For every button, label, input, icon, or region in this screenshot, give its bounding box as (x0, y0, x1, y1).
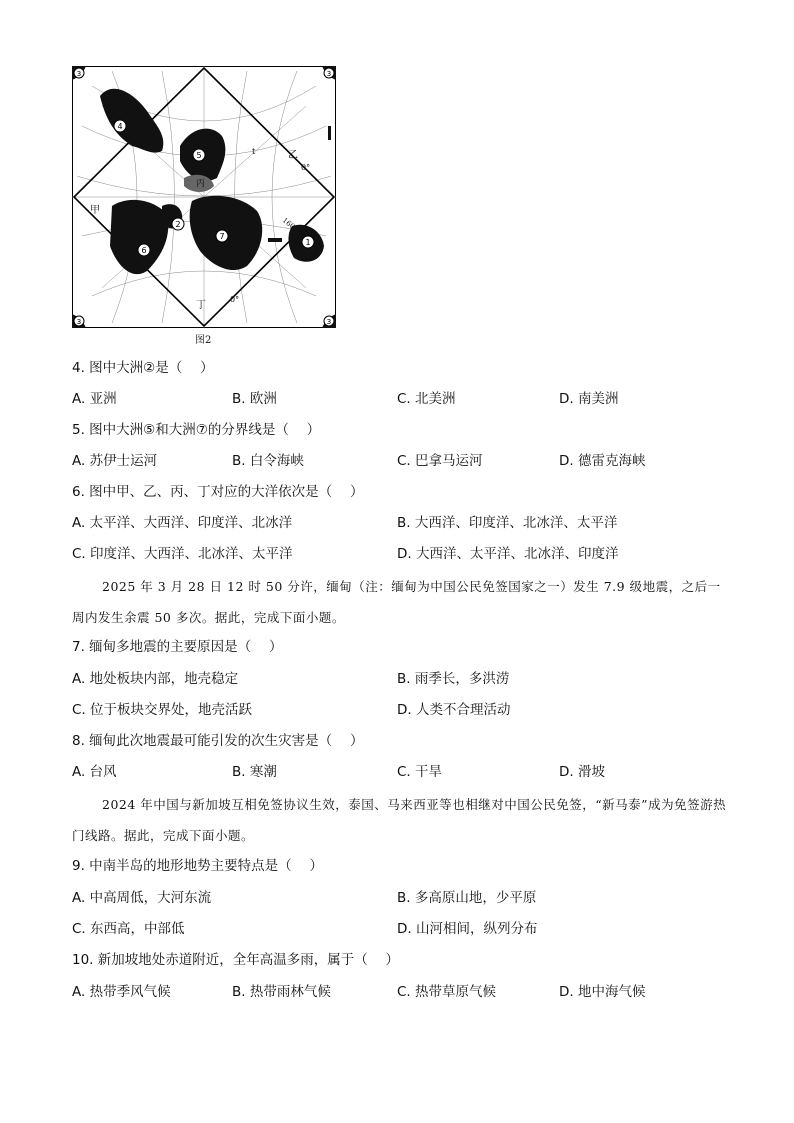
option-b[interactable]: B. 多高原山地，少平原 (397, 890, 537, 906)
question-5-options (72, 452, 732, 470)
option-b[interactable]: B. 大西洋、印度洋、北冰洋、太平洋 (397, 515, 618, 531)
marker-5 (193, 149, 205, 161)
marker-2 (172, 218, 184, 230)
world-map-figure (72, 66, 336, 328)
label-lon-0-top: 0° (301, 163, 311, 172)
option-d[interactable]: D. 地中海气候 (559, 984, 646, 1000)
option-d[interactable]: D. 大西洋、太平洋、北冰洋、印度洋 (397, 546, 619, 562)
label-t: t (252, 147, 256, 156)
marker-6 (138, 244, 150, 256)
question-9-options-row2 (72, 920, 732, 938)
option-a[interactable]: A. 太平洋、大西洋、印度洋、北冰洋 (72, 515, 293, 531)
svg-text:7: 7 (219, 232, 225, 241)
question-9-options-row1 (72, 889, 732, 907)
option-a[interactable]: A. 中高周低，大河东流 (72, 890, 212, 906)
option-b[interactable]: B. 寒潮 (232, 764, 277, 780)
question-9-stem: 9. 中南半岛的地形地势主要特点是（ ） (72, 858, 323, 874)
marker-3-tr (324, 68, 334, 78)
marker-1 (302, 236, 314, 248)
question-7-stem: 7. 缅甸多地震的主要原因是（ ） (72, 639, 283, 655)
option-c[interactable]: C. 印度洋、大西洋、北冰洋、太平洋 (72, 546, 293, 562)
label-lon-0-bottom: 0° (230, 295, 240, 304)
svg-text:3: 3 (76, 318, 82, 326)
marker-7 (216, 230, 228, 242)
question-10-stem: 10. 新加坡地处赤道附近，全年高温多雨，属于（ ） (72, 952, 400, 968)
option-b[interactable]: B. 雨季长，多洪涝 (397, 671, 510, 687)
question-5-stem: 5. 图中大洲⑤和大洲⑦的分界线是（ ） (72, 422, 321, 438)
question-7-options-row2 (72, 701, 732, 719)
option-c[interactable]: C. 东西高，中部低 (72, 921, 185, 937)
map-svg (72, 66, 336, 328)
question-8-options (72, 763, 732, 781)
option-a[interactable]: A. 苏伊士运河 (72, 453, 158, 469)
option-c[interactable]: C. 热带草原气候 (397, 984, 497, 1000)
option-c[interactable]: C. 北美洲 (397, 391, 456, 407)
figure-caption: 图2 (195, 335, 212, 346)
label-yi: 乙 (288, 150, 298, 161)
question-6-options-row2 (72, 545, 732, 563)
option-d[interactable]: D. 滑坡 (559, 764, 605, 780)
option-a[interactable]: A. 地处板块内部，地壳稳定 (72, 671, 239, 687)
label-bing: 丙 (196, 179, 206, 189)
label-lon-160: 160°E (280, 216, 304, 237)
option-b[interactable]: B. 热带雨林气候 (232, 984, 331, 1000)
question-10-options (72, 983, 732, 1001)
svg-text:2: 2 (175, 220, 181, 229)
svg-text:4: 4 (117, 122, 123, 131)
option-c[interactable]: C. 位于板块交界处，地壳活跃 (72, 702, 253, 718)
option-b[interactable]: B. 白令海峡 (232, 453, 304, 469)
option-a[interactable]: A. 热带季风气候 (72, 984, 171, 1000)
question-4-stem: 4. 图中大洲②是（ ） (72, 360, 214, 376)
passage-myanmar: 2025 年 3 月 28 日 12 时 50 分许，缅甸（注：缅甸为中国公民免签国家之一）发生 7.9 级地震，之后一周内发生余震 50 多次。据此，完成下面小题。 (72, 579, 721, 625)
marker-3-bl (74, 316, 84, 326)
option-a[interactable]: A. 台风 (72, 764, 117, 780)
svg-text:5: 5 (196, 151, 202, 160)
option-c[interactable]: C. 巴拿马运河 (397, 453, 483, 469)
option-a[interactable]: A. 亚洲 (72, 391, 117, 407)
option-d[interactable]: D. 南美洲 (559, 391, 619, 407)
passage-singapore: 2024 年中国与新加坡互相免签协议生效，泰国、马来西亚等也相继对中国公民免签，“新马泰”成为免签游热门线路。据此，完成下面小题。 (72, 797, 727, 843)
svg-text:3: 3 (76, 70, 82, 78)
svg-text:1: 1 (305, 238, 311, 247)
question-8-stem: 8. 缅甸此次地震最可能引发的次生灾害是（ ） (72, 733, 364, 749)
marker-3-br (324, 316, 334, 326)
option-d[interactable]: D. 德雷克海峡 (559, 453, 646, 469)
option-d[interactable]: D. 山河相间，纵列分布 (397, 921, 538, 937)
option-b[interactable]: B. 欧洲 (232, 391, 277, 407)
marker-4 (114, 120, 126, 132)
option-c[interactable]: C. 干旱 (397, 764, 443, 780)
svg-text:3: 3 (326, 318, 332, 326)
label-ding: 丁 (196, 300, 206, 311)
svg-text:3: 3 (326, 70, 332, 78)
label-jia: 甲 (90, 205, 100, 216)
option-d[interactable]: D. 人类不合理活动 (397, 702, 511, 718)
question-4-options (72, 390, 732, 408)
svg-text:6: 6 (141, 246, 147, 255)
marker-3-tl (74, 68, 84, 78)
question-6-stem: 6. 图中甲、乙、丙、丁对应的大洋依次是（ ） (72, 484, 364, 500)
question-6-options-row1 (72, 514, 732, 532)
question-7-options-row1 (72, 670, 732, 688)
